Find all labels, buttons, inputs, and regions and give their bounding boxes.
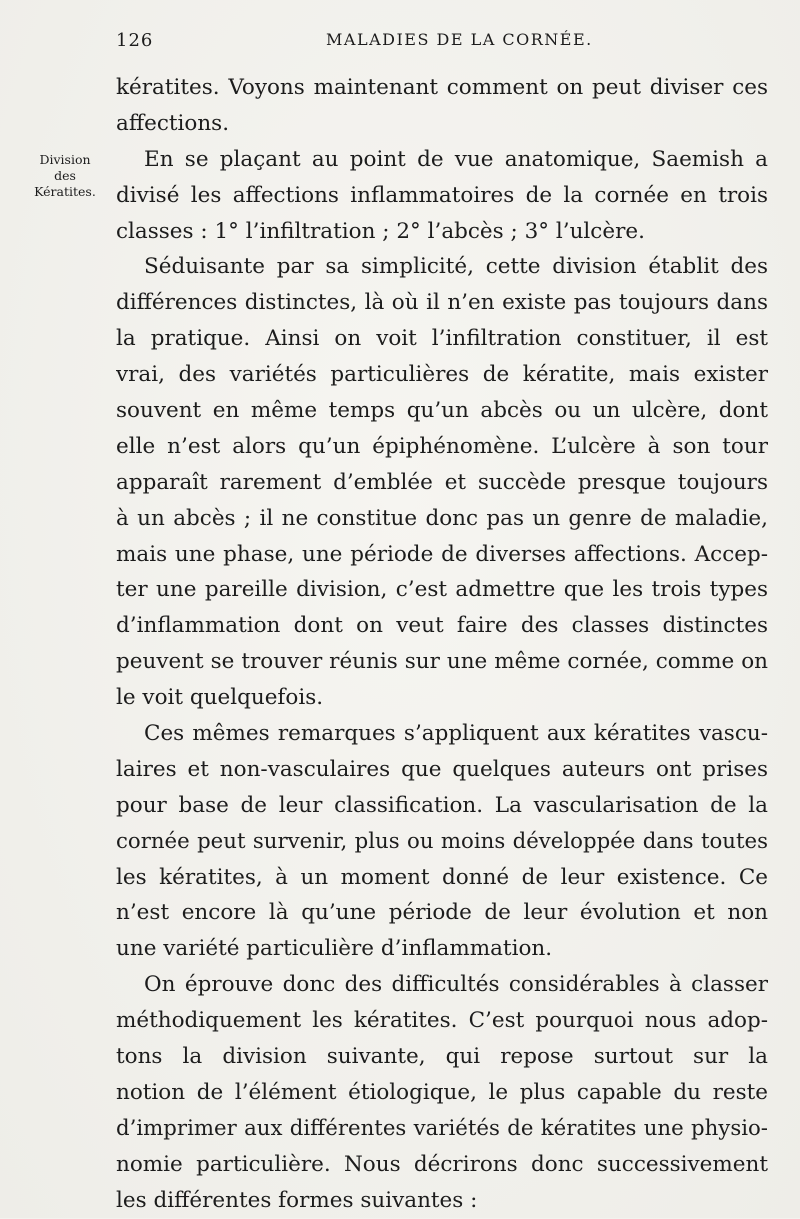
text-line: la pratique. Ainsi on voit l’infiltration constituer, il est [116,326,768,352]
text-line: cornée peut survenir, plus ou moins développée dans toutes [116,828,768,854]
text-line: En se plaçant au point de vue anatomique, Saemish a [144,146,768,172]
page-number: 126 [116,30,154,51]
margin-note-line: des [54,168,76,183]
paragraph [116,142,768,250]
text-line: tons la division suivante, qui repose surtout sur la [116,1044,768,1070]
text-line: On éprouve donc des difficultés considérables à classer [144,972,768,998]
text-line: affections. [116,110,230,136]
margin-note-line: Kératites. [34,184,96,199]
text-line: les différentes formes suivantes : [116,1187,478,1213]
text-line: les kératites, à un moment donné de leur existence. Ce [116,864,768,890]
text-line: vrai, des variétés particulières de kératite, mais exister [116,362,768,388]
running-head: MALADIES DE LA CORNÉE. [326,30,593,49]
text-line: classes : 1° l’infiltration ; 2° l’abcès ; 3° l’ulcère. [116,218,645,244]
text-line: mais une phase, une période de diverses affections. Accep- [116,541,768,567]
text-line: d’imprimer aux différentes variétés de kératites une physio- [116,1115,768,1141]
paragraph [116,70,768,142]
text-line: d’inflammation dont on veut faire des classes distinctes [116,613,768,639]
text-line: laires et non-vasculaires que quelques auteurs ont prises [116,756,768,782]
text-line: Séduisante par sa simplicité, cette division établit des [144,254,768,280]
paragraph [116,249,768,716]
text-line: n’est encore là qu’une période de leur évolution et non [116,900,768,926]
text-line: notion de l’élément étiologique, le plus capable du reste [116,1079,768,1105]
text-line: kératites. Voyons maintenant comment on peut diviser ces [116,75,768,100]
text-line: Ces mêmes remarques s’appliquent aux kératites vascu- [144,721,768,747]
paragraph [116,967,768,1218]
text-line: peuvent se trouver réunis sur une même cornée, comme on [116,649,768,675]
text-line: divisé les affections inflammatoires de la cornée en trois [116,182,768,208]
text-line: nomie particulière. Nous décrirons donc successivement [116,1151,768,1177]
margin-note-line: Division [39,152,91,167]
page-header [116,30,768,58]
text-line: une variété particulière d’inflammation. [116,936,553,962]
text-line: méthodiquement les kératites. C’est pourquoi nous adop- [116,1008,768,1034]
text-line: à un abcès ; il ne constitue donc pas un genre de maladie, [116,505,768,531]
text-line: pour base de leur classification. La vascularisation de la [116,792,768,818]
text-line: ter une pareille division, c’est admettre que les trois types [116,577,768,603]
margin-note [22,152,108,200]
text-line: souvent en même temps qu’un abcès ou un ulcère, dont [116,398,768,424]
paragraph [116,716,768,967]
text-line: apparaît rarement d’emblée et succède presque toujours [116,469,768,495]
text-line: elle n’est alors qu’un épiphénomène. L’ulcère à son tour [116,433,768,459]
text-line: différences distinctes, là où il n’en existe pas toujours dans [116,290,768,316]
text-line: le voit quelquefois. [116,685,324,711]
body-text [116,70,768,1219]
